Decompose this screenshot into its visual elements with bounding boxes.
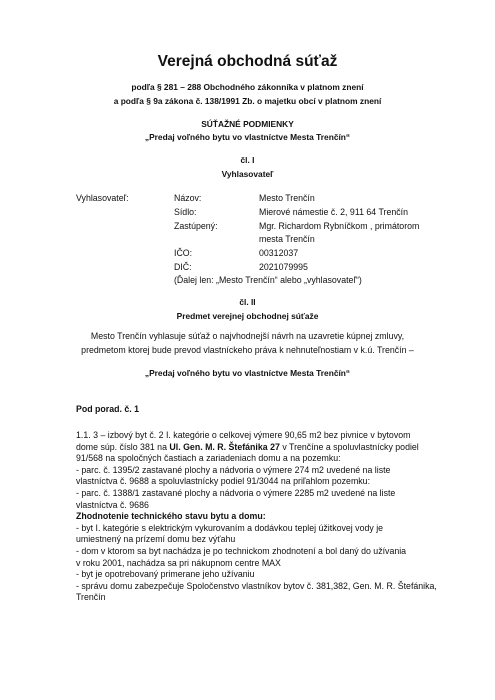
conditions-heading: SÚŤAŽNÉ PODMIENKY [201, 119, 294, 129]
announcer-key-name: Názov: [174, 193, 202, 203]
item-line-2-pre: dome súp. číslo 381 na [76, 441, 170, 452]
announcer-key-represented: Zastúpený: [174, 221, 218, 231]
item-line-6: - parc. č. 1388/1 zastavané plochy a nádvoria o výmere 2285 m2 uvedené na liste [76, 487, 396, 498]
announcer-value-ico: 00312037 [259, 248, 299, 258]
announcer-value-seat: Mierové námestie č. 2, 911 64 Trenčín [259, 207, 408, 217]
announcer-key-ico: IČO: [174, 248, 193, 258]
item-line-2 [76, 442, 446, 454]
announcer-key-seat: Sídlo: [174, 207, 197, 217]
state-heading: Zhodnotenie technického stavu bytu a domu: [76, 511, 266, 522]
announcer-value-represented: Mgr. Richardom Rybníčkom , primátorom [259, 221, 420, 231]
article-1-number: čl. I [240, 155, 255, 165]
legal-basis-line-1: podľa § 281 – 288 Obchodného zákonníka v platnom znení [131, 82, 364, 92]
subject-repeat: „Predaj voľného bytu vo vlastníctve Mesta Trenčín“ [144, 368, 351, 378]
article-2-number: čl. II [239, 297, 256, 307]
item-line-4: - parc. č. 1395/2 zastavané plochy a nádvoria o výmere 274 m2 uvedené na liste [76, 464, 391, 475]
conditions-subject: „Predaj voľného bytu vo vlastníctve Mesta Trenčín“ [144, 132, 351, 142]
announcer-label: Vyhlasovateľ: [76, 193, 129, 203]
intro-line-2: predmetom ktorej bude prevod vlastníckeho práva k nehnuteľnostiam v k.ú. Trenčín – [81, 345, 414, 355]
item-line-7: vlastníctva č. 9686 [76, 499, 149, 510]
state-line-4: v roku 2001, nachádza sa pri nákupnom centre MAX [76, 557, 281, 568]
state-line-6: - správu domu zabezpečuje Spoločenstvo vlastníkov bytov č. 381,382, Gen. M. R. Štefánika, [76, 580, 437, 591]
announcer-value-name: Mesto Trenčín [259, 193, 315, 203]
order-heading: Pod porad. č. 1 [76, 404, 140, 414]
item-description [76, 430, 446, 604]
announcer-value-dic: 2021079995 [259, 262, 308, 272]
intro-line-1: Mesto Trenčín vyhlasuje súťaž o najvhodnejší návrh na uzavretie kúpnej zmluvy, [90, 331, 405, 341]
item-line-5: vlastníctva č. 9688 a spoluvlastnícky podiel 91/3044 na priľahlom pozemku: [76, 476, 371, 487]
article-2-name: Predmet verejnej obchodnej súťaže [176, 311, 319, 321]
document-title: Verejná obchodná súťaž [157, 53, 338, 70]
announcer-value-represented-cont: mesta Trenčín [259, 234, 315, 244]
state-line-3: - dom v ktorom sa byt nachádza je po technickom zhodnotení a bol daný do užívania [76, 545, 407, 556]
state-line-1: - byt I. kategórie s elektrickým vykurovaním a dodávkou teplej úžitkovej vody je [76, 522, 384, 533]
street-address: Ul. Gen. M. R. Štefánika 27 [169, 441, 280, 452]
state-line-5: - byt je opotrebovaný primerane jeho užívaniu [76, 569, 255, 580]
item-line-1: 1.1. 3 – izbový byt č. 2 I. kategórie o celkovej výmere 90,65 m2 bez pivnice v bytovom [76, 430, 411, 440]
item-line-2-post: v Trenčíne a spoluvlastnícky podiel [279, 441, 419, 452]
announcer-note: (Ďalej len: „Mesto Trenčín“ alebo „vyhlasovateľ“) [174, 275, 362, 285]
announcer-key-dic: DIČ: [174, 262, 192, 272]
item-line-3: 91/568 na spoločných častiach a zariadeniach domu a na pozemku: [76, 453, 341, 464]
state-line-2: umiestnený na prízemí domu bez výťahu [76, 534, 236, 545]
article-1-name: Vyhlasovateľ [221, 169, 274, 179]
legal-basis-line-2: a podľa § 9a zákona č. 138/1991 Zb. o majetku obcí v platnom znení [113, 96, 382, 106]
state-line-7: Trenčín [76, 592, 106, 603]
